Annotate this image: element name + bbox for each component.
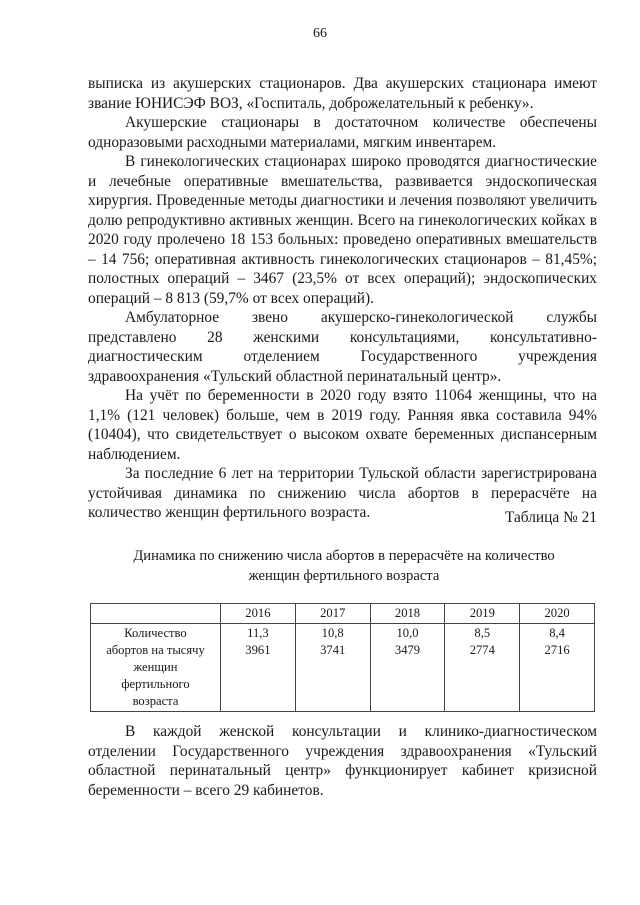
table-title-line: Динамика по снижению числа абортов в перерасчёте на количество	[133, 548, 555, 564]
table-row	[91, 624, 595, 712]
table-title	[120, 546, 568, 586]
count-value: 3741	[320, 643, 346, 657]
table-header-year: 2018	[370, 604, 445, 624]
table-cell-2017	[295, 624, 370, 712]
table-cell-2018	[370, 624, 445, 712]
paragraph: Амбулаторное звено акушерско-гинекологической службы представлено 28 женскими консультациями, консультативно-диагностическим отделением Государственного учреждения здравоохранения «Тульский областной перинатальный центр».	[88, 309, 597, 385]
paragraph: выписка из акушерских стационаров. Два акушерских стационара имеют звание ЮНИСЭФ ВОЗ, «Госпиталь, доброжелательный к ребенку».	[88, 75, 597, 112]
count-value: 2716	[544, 643, 570, 657]
table-header-row	[91, 604, 595, 624]
table-header-year: 2017	[295, 604, 370, 624]
count-value: 2774	[469, 643, 495, 657]
rate-value: 10,8	[321, 626, 344, 640]
row-label-line: фертильного	[121, 677, 190, 691]
row-label-line: возраста	[132, 694, 179, 708]
rate-value: 10,0	[396, 626, 419, 640]
paragraph: За последние 6 лет на территории Тульской области зарегистрирована устойчивая динамика по снижению числа абортов в перерасчёте на количество женщин фертильного возраста.	[88, 465, 597, 521]
paragraph: В гинекологических стационарах широко проводятся диагностические и лечебные оперативные вмешательства, развивается эндоскопическая хирургия. Проведенные методы диагностики и лечения позволяют увеличить долю репродуктивно активных женщин. Всего на гинекологических койках в 2020 году пролечено 18 153 больных: проведено оперативных вмешательств – 14 756; оперативная активность гинекологических стационаров – 81,45%; полостных операций – 3467 (23,5% от всех операций); эндоскопических операций – 8 813 (59,7% от всех операций).	[88, 153, 597, 307]
table-cell-2020	[520, 624, 595, 712]
paragraph: В каждой женской консультации и клинико-диагностическом отделении Государственного учреждения здравоохранения «Тульский областной перинатальный центр» функционирует кабинет кризисной беременности – всего 29 кабинетов.	[88, 723, 597, 799]
paragraph: На учёт по беременности в 2020 году взято 11064 женщины, что на 1,1% (121 человек) больше, чем в 2019 году. Ранняя явка составила 94% (10404), что свидетельствует о высоком охвате беременных диспансерным наблюдением.	[88, 387, 597, 463]
table-title-line: женщин фертильного возраста	[248, 568, 440, 584]
row-label-line: абортов на тысячу	[106, 643, 205, 657]
table-header-year: 2020	[520, 604, 595, 624]
body-text-top	[88, 74, 597, 523]
table-header-empty	[91, 604, 221, 624]
row-label	[91, 624, 221, 712]
table-cell-2019	[445, 624, 520, 712]
table-header-year: 2019	[445, 604, 520, 624]
rate-value: 11,3	[247, 626, 269, 640]
table-header-year: 2016	[221, 604, 296, 624]
row-label-line: женщин	[133, 660, 178, 674]
body-text-bottom	[88, 722, 597, 800]
table-label: Таблица № 21	[504, 509, 597, 526]
page-number: 66	[313, 26, 327, 41]
count-value: 3961	[245, 643, 271, 657]
table-cell-2016	[221, 624, 296, 712]
rate-value: 8,5	[474, 626, 491, 640]
paragraph: Акушерские стационары в достаточном количестве обеспечены одноразовыми расходными материалами, мягким инвентарем.	[88, 114, 597, 151]
count-value: 3479	[394, 643, 421, 657]
row-label-line: Количество	[124, 626, 187, 640]
abortion-rate-table	[90, 603, 595, 712]
rate-value: 8,4	[549, 626, 565, 640]
